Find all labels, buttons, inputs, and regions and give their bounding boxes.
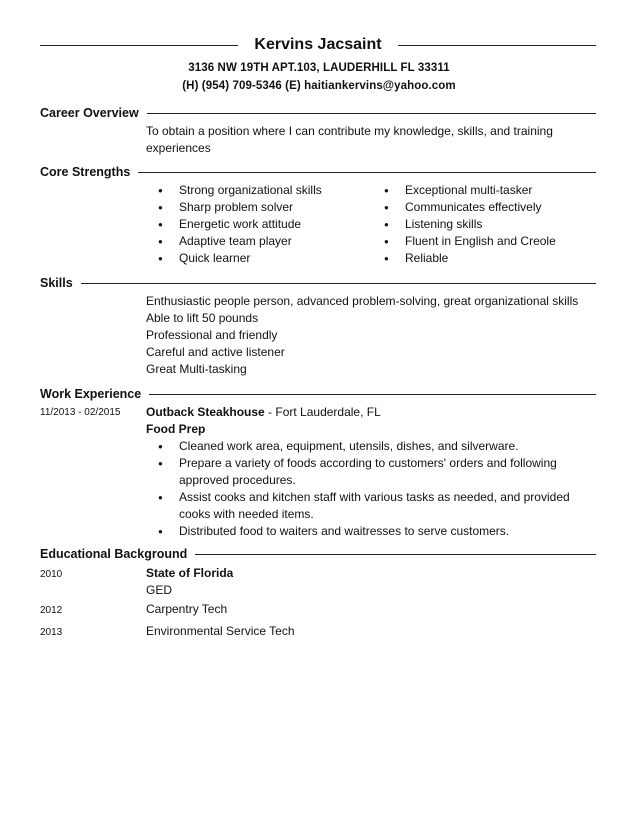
contact-info: (H) (954) 709-5346 (E) haitiankervins@yahoo.com (182, 80, 456, 92)
name-left-rule (40, 45, 238, 46)
section-rule (81, 283, 596, 284)
skills-heading (40, 275, 596, 291)
name-right-rule (398, 45, 596, 46)
strengths-list-left (146, 182, 366, 267)
strength-item: ● Sharp problem solver (146, 199, 366, 216)
duty-item: ● Cleaned work area, equipment, utensils, dishes, and silverware. (146, 438, 596, 455)
strength-item: ● Exceptional multi-tasker (372, 182, 596, 199)
skill-line: Great Multi-tasking (146, 362, 247, 376)
strength-item: ● Adaptive team player (146, 233, 366, 250)
section-title: Core Strengths (40, 165, 131, 179)
name-header (40, 34, 596, 56)
job-entry (146, 404, 596, 540)
education-year: 2012 (40, 605, 63, 616)
job-dates: 11/2013 - 02/2015 (40, 407, 121, 418)
duty-item: ● Assist cooks and kitchen staff with various tasks as needed, and provided cooks with needed items. (146, 489, 596, 523)
career-overview-text (146, 123, 596, 157)
section-rule (147, 113, 596, 114)
strength-item: ● Fluent in English and Creole (372, 233, 596, 250)
work-experience-heading (40, 386, 596, 402)
job-employer-line (146, 404, 596, 421)
address: 3136 NW 19TH APT.103, LAUDERHILL FL 33311 (188, 62, 450, 74)
education-heading (40, 546, 596, 562)
job-duties (146, 438, 596, 540)
strength-item: ● Listening skills (372, 216, 596, 233)
overview-line: To obtain a position where I can contribute my knowledge, skills, and training (146, 124, 553, 138)
duty-item: ● Distributed food to waiters and waitresses to serve customers. (146, 523, 596, 540)
strength-item: ● Communicates effectively (372, 199, 596, 216)
skill-line: Professional and friendly (146, 328, 278, 342)
job-location: - Fort Lauderdale, FL (264, 405, 381, 419)
section-title: Educational Background (40, 547, 188, 561)
education-school: State of Florida (146, 566, 234, 580)
job-employer: Outback Steakhouse (146, 405, 265, 419)
job-role: Food Prep (146, 422, 206, 436)
strength-item: ● Energetic work attitude (146, 216, 366, 233)
section-title: Skills (40, 276, 73, 290)
section-rule (138, 172, 596, 173)
skill-line: Enthusiastic people person, advanced problem-solving, great organizational skills (146, 294, 579, 308)
strength-item: ● Quick learner (146, 250, 366, 267)
strength-item: ● Reliable (372, 250, 596, 267)
section-rule (195, 554, 596, 555)
career-overview-heading (40, 105, 596, 121)
education-year: 2010 (40, 569, 63, 580)
section-rule (149, 394, 596, 395)
section-title: Career Overview (40, 106, 139, 120)
core-strengths-heading (40, 164, 596, 180)
strength-item: ● Strong organizational skills (146, 182, 366, 199)
education-detail: Carpentry Tech (146, 602, 228, 616)
strengths-list-right (372, 182, 596, 267)
education-detail: Environmental Service Tech (146, 624, 295, 638)
skills-list (146, 293, 596, 378)
skill-line: Careful and active listener (146, 345, 285, 359)
education-detail: GED (146, 583, 173, 597)
duty-item: ● Prepare a variety of foods according to customers' orders and following approved procedures. (146, 455, 596, 489)
education-year: 2013 (40, 627, 63, 638)
candidate-name: Kervins Jacsaint (254, 36, 382, 53)
section-title: Work Experience (40, 387, 142, 401)
overview-line: experiences (146, 141, 211, 155)
skill-line: Able to lift 50 pounds (146, 311, 259, 325)
